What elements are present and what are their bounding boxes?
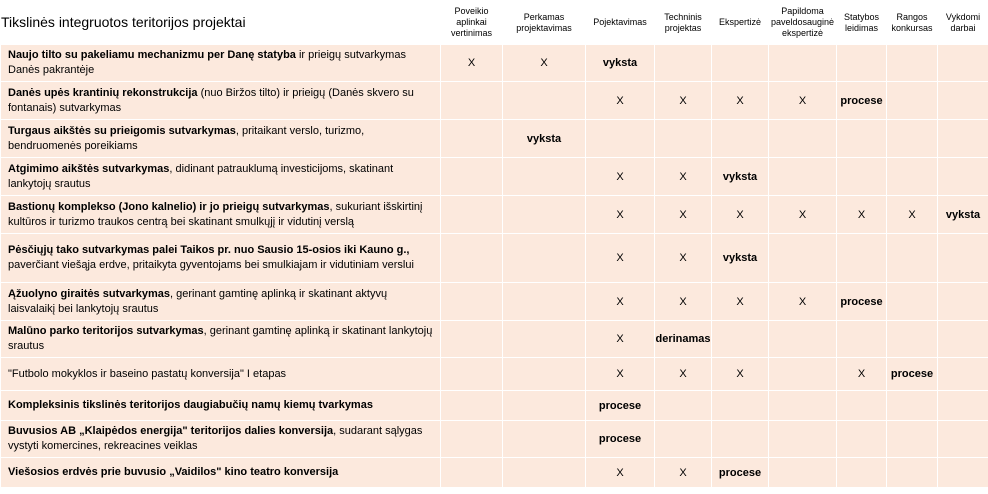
table-row xyxy=(1,458,988,488)
status-cell xyxy=(503,158,586,196)
status-cell: vyksta xyxy=(503,120,586,158)
status-cell xyxy=(769,158,837,196)
status-cell xyxy=(887,391,938,421)
status-cell xyxy=(769,458,837,488)
project-name: Ąžuolyno giraitės sutvarkymas xyxy=(8,287,171,300)
status-cell xyxy=(887,120,938,158)
status-cell xyxy=(769,234,837,283)
status-cell: X xyxy=(586,196,655,234)
status-cell xyxy=(441,120,503,158)
table-row xyxy=(1,391,988,421)
status-cell: X xyxy=(712,358,769,391)
status-cell: X xyxy=(769,82,837,120)
status-cell xyxy=(712,321,769,358)
status-cell xyxy=(441,283,503,321)
status-cell: X xyxy=(655,458,712,488)
project-description: (nuo Biržos tilto) ir prieigų (Danės skvero su fontanais) sutvarkymas xyxy=(8,86,414,114)
status-cell xyxy=(769,391,837,421)
status-cell xyxy=(655,421,712,458)
status-cell xyxy=(837,391,887,421)
status-cell xyxy=(503,82,586,120)
status-cell xyxy=(503,196,586,234)
status-cell: X xyxy=(655,234,712,283)
project-name: Bastionų komplekso (Jono kalnelio) ir jo prieigų sutvarkymas xyxy=(8,200,330,213)
status-cell xyxy=(887,234,938,283)
project-cell xyxy=(1,283,441,321)
project-description: , gerinant gamtinę aplinką ir skatinant aktyvų laisvalaikį bei lankytojų srautus xyxy=(8,287,388,315)
status-cell: X xyxy=(655,196,712,234)
status-cell: X xyxy=(887,196,938,234)
table-row xyxy=(1,358,988,391)
project-name: Danės upės krantinių rekonstrukcija xyxy=(8,86,198,99)
table-row xyxy=(1,234,988,283)
status-cell xyxy=(769,321,837,358)
project-description: , sudarant sąlygas vystyti komercines, rekreacines veiklas xyxy=(8,425,423,452)
status-cell xyxy=(586,120,655,158)
project-cell xyxy=(1,120,441,158)
status-cell: X xyxy=(655,358,712,391)
project-description: , sukuriant išskirtinį kultūros ir turizmo traukos centrą bei skatinant smulkųjį ir vidutinį verslą xyxy=(8,200,423,228)
status-cell: X xyxy=(769,196,837,234)
col-header: Statybos leidimas xyxy=(837,1,887,45)
project-cell xyxy=(1,234,441,283)
status-cell xyxy=(837,158,887,196)
status-cell xyxy=(938,321,988,358)
status-cell xyxy=(938,158,988,196)
status-cell xyxy=(712,391,769,421)
status-cell xyxy=(503,458,586,488)
status-cell: X xyxy=(586,82,655,120)
status-cell xyxy=(938,120,988,158)
project-cell xyxy=(1,321,441,358)
status-cell: X xyxy=(586,234,655,283)
project-cell xyxy=(1,358,441,391)
status-cell xyxy=(503,421,586,458)
status-cell: X xyxy=(441,45,503,82)
status-cell: procese xyxy=(837,82,887,120)
status-cell xyxy=(712,120,769,158)
table-row xyxy=(1,283,988,321)
table-row xyxy=(1,196,988,234)
table-row xyxy=(1,45,988,82)
status-cell xyxy=(837,321,887,358)
status-cell: vyksta xyxy=(712,158,769,196)
status-cell xyxy=(503,321,586,358)
status-cell: X xyxy=(503,45,586,82)
col-header: Techninis projektas xyxy=(655,1,712,45)
project-cell xyxy=(1,82,441,120)
status-cell xyxy=(441,158,503,196)
status-cell: X xyxy=(769,283,837,321)
status-cell xyxy=(938,391,988,421)
status-cell xyxy=(503,234,586,283)
status-cell: derinamas xyxy=(655,321,712,358)
project-description: , pritaikant verslo, turizmo, bendruomenės poreikiams xyxy=(8,124,365,152)
col-header: Perkamas projektavimas xyxy=(503,1,586,45)
project-description: , didinant patrauklumą investicijoms, skatinant lankytojų srautus xyxy=(8,162,394,190)
status-cell xyxy=(887,158,938,196)
status-cell xyxy=(712,421,769,458)
status-cell: vyksta xyxy=(938,196,988,234)
status-cell: X xyxy=(655,158,712,196)
status-cell xyxy=(769,45,837,82)
status-cell xyxy=(837,120,887,158)
status-cell xyxy=(441,458,503,488)
status-cell: X xyxy=(712,196,769,234)
project-cell xyxy=(1,391,441,421)
status-cell xyxy=(503,391,586,421)
status-cell xyxy=(769,358,837,391)
status-cell xyxy=(769,120,837,158)
status-cell: X xyxy=(837,196,887,234)
col-header: Poveikio aplinkai vertinimas xyxy=(441,1,503,45)
status-cell: X xyxy=(837,358,887,391)
project-description: "Futbolo mokyklos ir baseino pastatų konversija" I etapas xyxy=(8,367,287,380)
status-cell: X xyxy=(586,158,655,196)
status-cell xyxy=(887,421,938,458)
status-cell: vyksta xyxy=(712,234,769,283)
status-cell: X xyxy=(712,82,769,120)
project-description: , gerinant gamtinę aplinką ir skatinant lankytojų srautus xyxy=(8,325,433,352)
status-cell xyxy=(938,45,988,82)
status-cell xyxy=(655,391,712,421)
project-cell xyxy=(1,458,441,488)
status-cell: X xyxy=(655,283,712,321)
status-cell xyxy=(887,321,938,358)
status-cell xyxy=(441,234,503,283)
status-cell: X xyxy=(586,321,655,358)
status-cell xyxy=(441,421,503,458)
status-cell: X xyxy=(655,82,712,120)
status-cell xyxy=(938,421,988,458)
col-header: Papildoma paveldosauginė ekspertizė xyxy=(769,1,837,45)
status-cell xyxy=(938,358,988,391)
status-cell xyxy=(887,45,938,82)
status-cell xyxy=(938,458,988,488)
project-description: paverčiant viešąja erdve, pritaikyta gyventojams bei smulkiajam ir vidutiniam verslui xyxy=(8,259,414,271)
status-cell xyxy=(887,458,938,488)
table-row xyxy=(1,82,988,120)
col-header: Vykdomi darbai xyxy=(938,1,988,45)
status-cell xyxy=(441,358,503,391)
status-cell: procese xyxy=(712,458,769,488)
status-cell xyxy=(938,234,988,283)
status-cell xyxy=(441,196,503,234)
table-row xyxy=(1,158,988,196)
status-cell: procese xyxy=(837,283,887,321)
project-name: Viešosios erdvės prie buvusio „Vaidilos" kino teatro konversija xyxy=(8,466,339,478)
col-header: Rangos konkursas xyxy=(887,1,938,45)
project-name: Buvusios AB „Klaipėdos energija" teritorijos dalies konversija xyxy=(8,425,334,437)
status-cell xyxy=(938,283,988,321)
table-row xyxy=(1,321,988,358)
status-cell: X xyxy=(586,358,655,391)
status-cell: X xyxy=(586,283,655,321)
project-cell xyxy=(1,158,441,196)
status-cell xyxy=(712,45,769,82)
status-cell: procese xyxy=(586,421,655,458)
status-cell xyxy=(837,421,887,458)
status-cell: X xyxy=(712,283,769,321)
project-name: Naujo tilto su pakeliamu mechanizmu per Danę statyba xyxy=(8,49,296,61)
status-cell xyxy=(441,321,503,358)
col-header: Pojektavimas xyxy=(586,1,655,45)
status-cell xyxy=(655,45,712,82)
status-cell xyxy=(837,45,887,82)
header-row xyxy=(1,1,988,45)
project-name: Atgimimo aikštės sutvarkymas xyxy=(8,162,170,175)
status-cell xyxy=(938,82,988,120)
table-row xyxy=(1,120,988,158)
status-cell xyxy=(887,82,938,120)
status-cell xyxy=(441,82,503,120)
project-description: ir prieigų sutvarkymas Danės pakrantėje xyxy=(8,49,406,76)
status-cell xyxy=(503,358,586,391)
status-cell xyxy=(655,120,712,158)
project-name: Turgaus aikštės su prieigomis sutvarkymas xyxy=(8,124,236,137)
status-cell: vyksta xyxy=(586,45,655,82)
status-cell xyxy=(837,234,887,283)
status-cell: X xyxy=(586,458,655,488)
status-cell xyxy=(887,283,938,321)
status-cell xyxy=(503,283,586,321)
table-title: Tikslinės integruotos teritorijos projektai xyxy=(1,1,441,45)
project-name: Pėsčiųjų tako sutvarkymas palei Taikos pr. nuo Sausio 15-osios iki Kauno g., xyxy=(8,244,410,256)
project-name: Malūno parko teritorijos sutvarkymas xyxy=(8,325,204,337)
status-cell xyxy=(837,458,887,488)
project-cell xyxy=(1,196,441,234)
project-name: Kompleksinis tikslinės teritorijos daugiabučių namų kiemų tvarkymas xyxy=(8,399,373,411)
status-cell xyxy=(441,391,503,421)
project-cell xyxy=(1,421,441,458)
status-cell xyxy=(769,421,837,458)
status-cell: procese xyxy=(887,358,938,391)
project-cell xyxy=(1,45,441,82)
status-cell: procese xyxy=(586,391,655,421)
col-header: Ekspertizė xyxy=(712,1,769,45)
table-row xyxy=(1,421,988,458)
